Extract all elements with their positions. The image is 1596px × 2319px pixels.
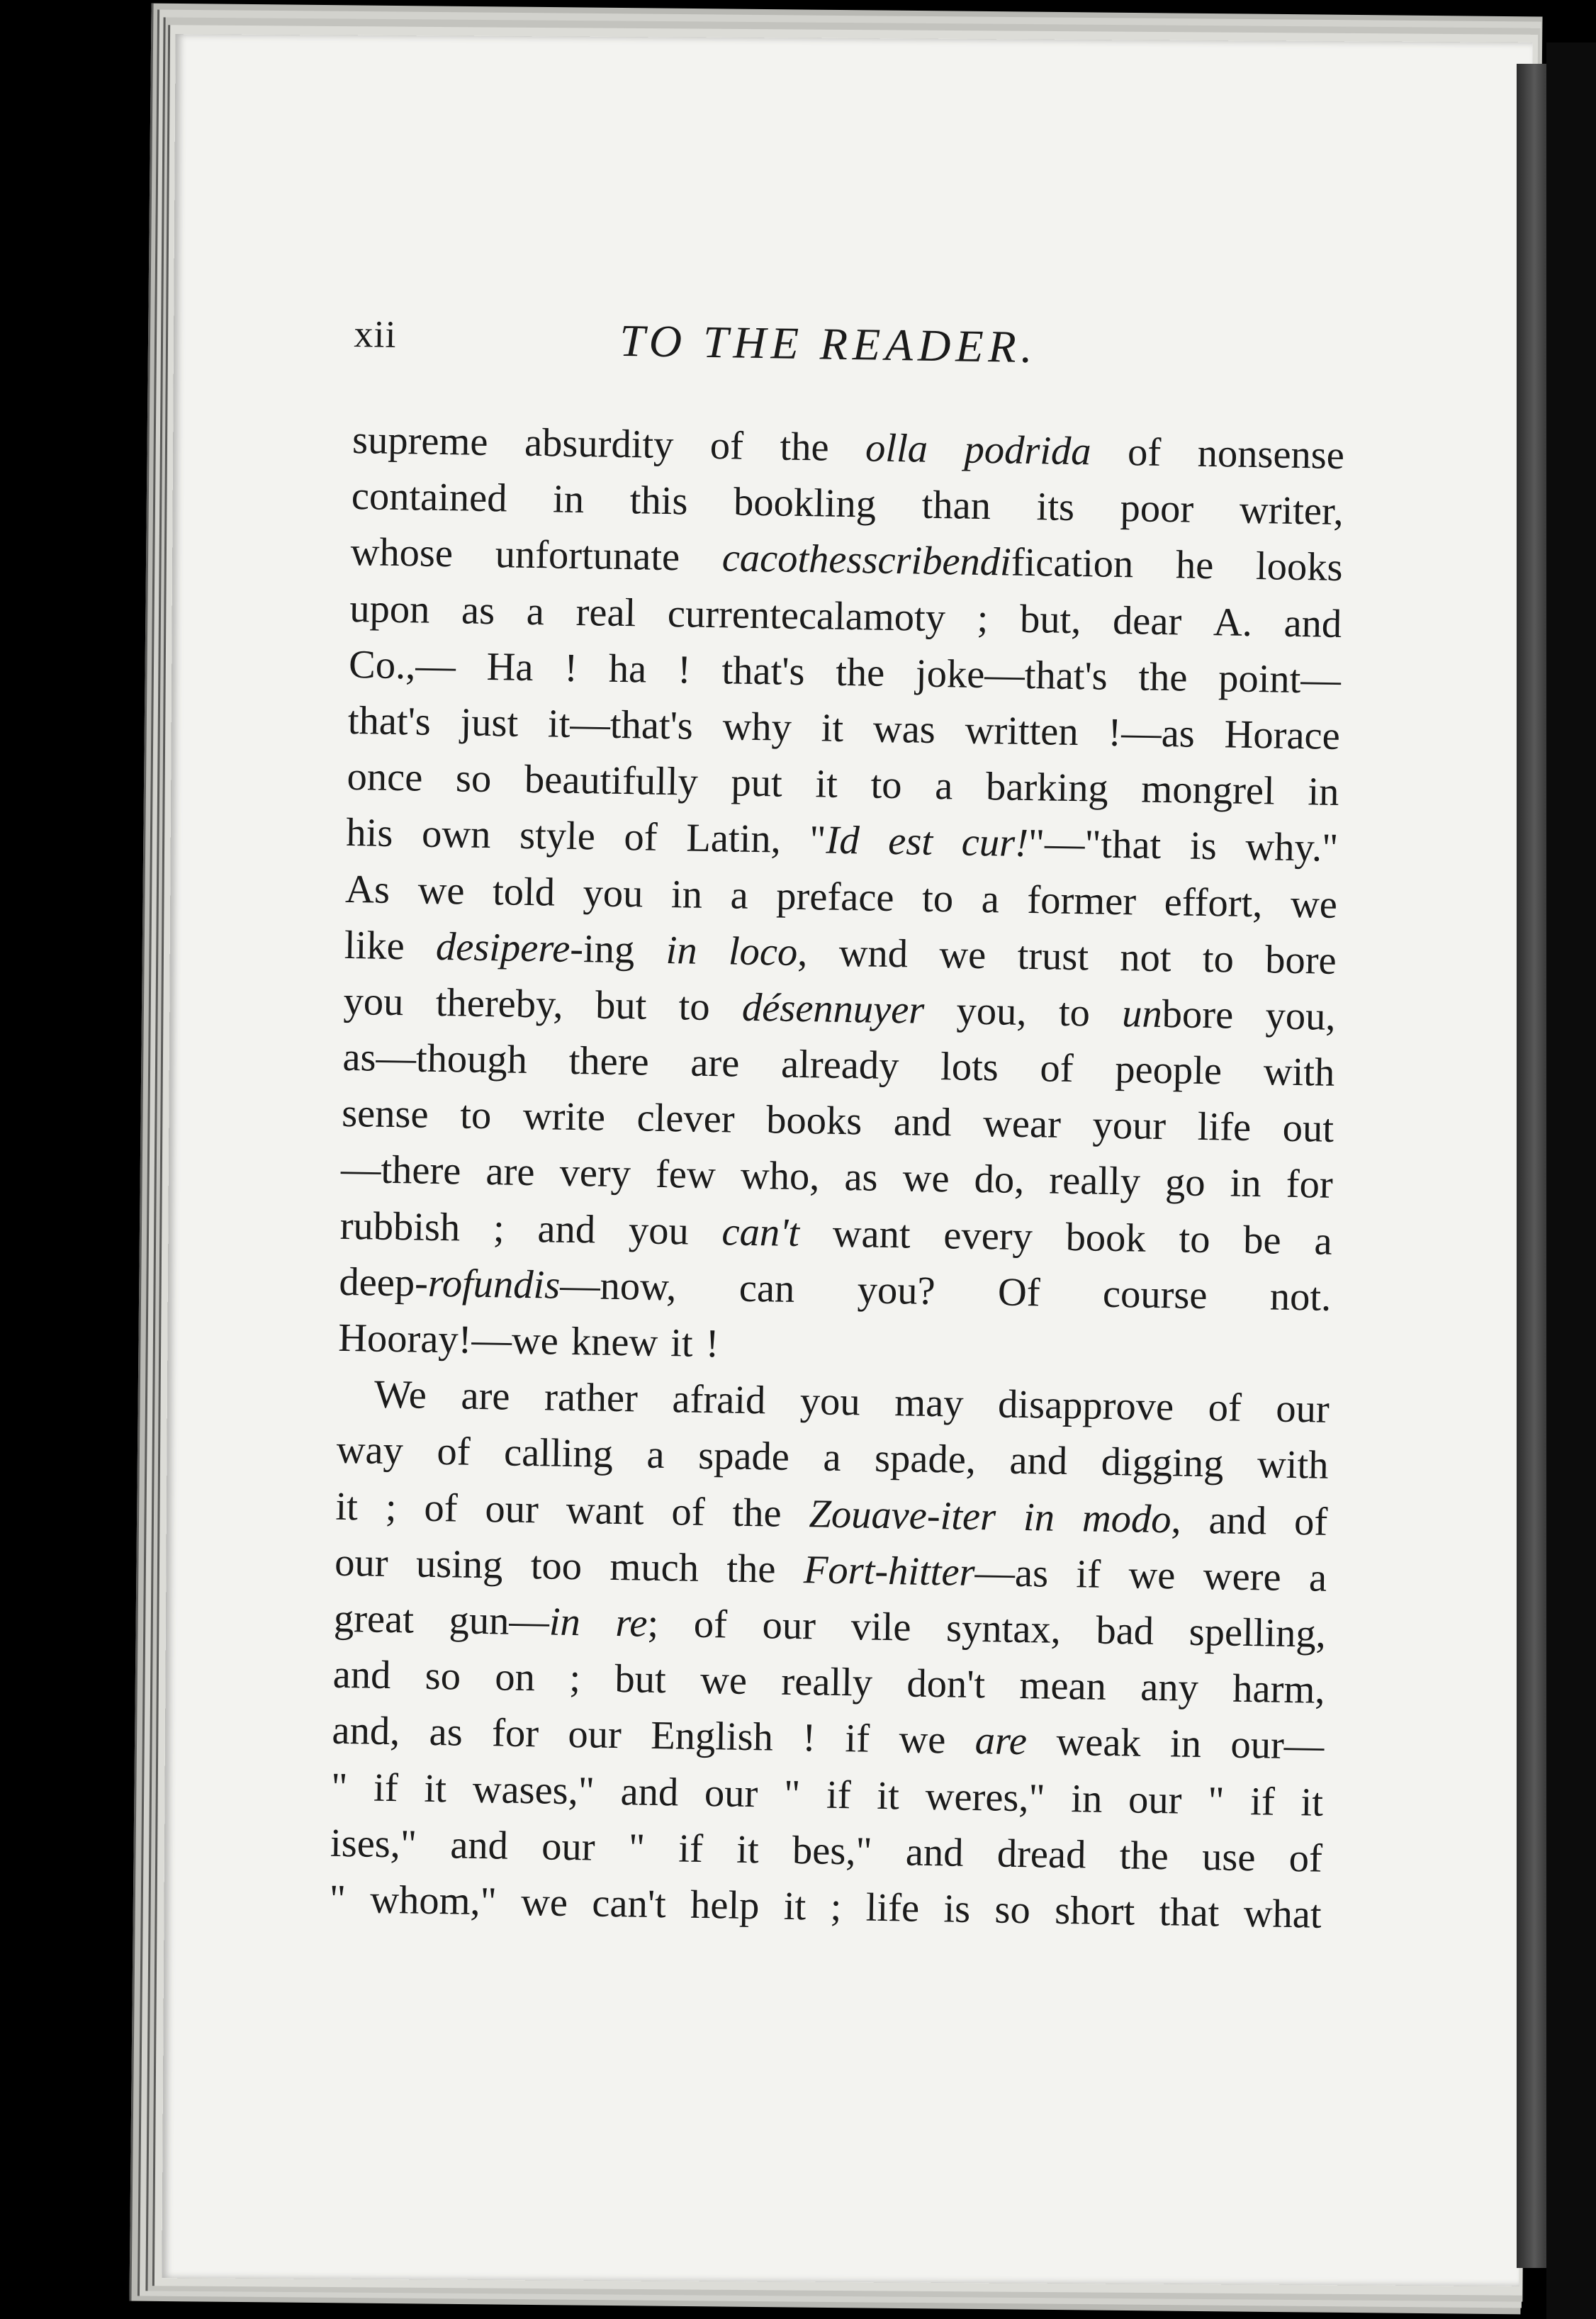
word: to — [870, 763, 903, 808]
word: it — [424, 1766, 447, 1811]
word: effort, — [1164, 880, 1263, 926]
word: were — [1203, 1554, 1282, 1600]
word: " — [783, 1772, 801, 1817]
word: you, — [1265, 994, 1336, 1039]
word: vile — [850, 1605, 911, 1650]
word: gun—in — [449, 1598, 581, 1645]
word: own — [421, 812, 491, 858]
word: why — [722, 704, 792, 750]
word: our— — [1230, 1722, 1325, 1769]
word: and — [905, 1830, 965, 1875]
word: but, — [1019, 597, 1081, 642]
word: olla — [865, 426, 928, 471]
word: cacothesscribendification — [721, 536, 1134, 587]
word: we — [417, 868, 466, 914]
word: !—as — [1107, 710, 1196, 756]
word: you — [583, 870, 644, 916]
word: using — [415, 1542, 503, 1588]
word: of — [1127, 430, 1162, 475]
word: go — [1164, 1160, 1206, 1206]
word: supreme — [352, 417, 489, 464]
word: it — [815, 762, 838, 807]
word: as — [461, 588, 495, 633]
page-text — [329, 312, 1347, 1943]
word: for — [491, 1711, 539, 1756]
word: the — [732, 1490, 782, 1536]
word: rather — [544, 1375, 639, 1421]
word: if — [826, 1773, 852, 1817]
word: you, — [956, 989, 1028, 1034]
word: you — [799, 1379, 861, 1425]
word: it — [335, 1484, 359, 1529]
word: course — [1102, 1271, 1208, 1318]
word: your — [1092, 1103, 1167, 1149]
word: Horace — [1224, 712, 1341, 758]
word: a — [730, 872, 749, 918]
word: our — [334, 1540, 389, 1585]
page-header — [353, 312, 1346, 398]
word: so — [994, 1887, 1031, 1933]
word: it — [783, 1884, 807, 1929]
running-head: TO THE READER. — [619, 315, 1038, 373]
word: bore — [1264, 937, 1337, 983]
word: thereby, — [435, 980, 564, 1027]
word: we — [1290, 882, 1338, 927]
word: of — [1293, 1499, 1328, 1544]
word: be — [1242, 1218, 1282, 1263]
word: in — [1230, 1162, 1262, 1206]
word: in — [1169, 1722, 1202, 1767]
word: knew — [571, 1319, 658, 1365]
word: our — [568, 1712, 622, 1758]
word: to — [1202, 936, 1235, 982]
word: we — [938, 932, 987, 977]
word: we — [699, 1658, 748, 1704]
word: we — [520, 1880, 568, 1925]
word: and — [620, 1769, 679, 1814]
word: we — [1128, 1553, 1176, 1598]
word: he — [1175, 543, 1214, 588]
word: of — [1040, 1046, 1074, 1091]
word: writer, — [1239, 488, 1344, 534]
word: ; — [568, 1656, 581, 1701]
word: great — [333, 1596, 415, 1642]
word: already — [780, 1042, 899, 1089]
word: style — [519, 814, 596, 859]
word: Hooray!—we — [337, 1315, 559, 1364]
word: " — [1207, 1778, 1225, 1824]
word: too — [530, 1543, 583, 1589]
word: "Id — [809, 818, 860, 863]
word: our — [541, 1824, 596, 1870]
word: it — [876, 1773, 900, 1818]
word: sense — [341, 1091, 429, 1138]
word: nonsense — [1197, 431, 1345, 478]
word: our — [1275, 1386, 1330, 1432]
word: digging — [1101, 1440, 1224, 1486]
word: rubbish — [339, 1203, 461, 1250]
word: it—that's — [547, 702, 694, 748]
word: if — [1076, 1551, 1101, 1597]
word: spade — [697, 1434, 790, 1480]
word: use — [1201, 1834, 1256, 1880]
word: with — [1257, 1442, 1329, 1488]
word: former — [1026, 877, 1137, 923]
word: it — [670, 1321, 694, 1366]
word: Latin, — [685, 816, 782, 862]
word: Of — [997, 1270, 1041, 1315]
word: Fort-hitter—as — [803, 1547, 1049, 1596]
word: ! — [677, 647, 692, 692]
word: Zouave-iter — [809, 1491, 996, 1539]
word: bes," — [792, 1828, 873, 1874]
word: spelling, — [1188, 1610, 1327, 1656]
word: and, — [332, 1709, 400, 1754]
word: lots — [940, 1045, 999, 1090]
word: and — [1208, 1498, 1267, 1543]
word: of — [1288, 1836, 1323, 1881]
word: book — [1065, 1215, 1147, 1261]
word: do, — [974, 1157, 1025, 1203]
word: people — [1114, 1048, 1223, 1094]
word: books — [765, 1098, 862, 1144]
word: and — [449, 1823, 509, 1868]
word: our — [1128, 1777, 1183, 1823]
word: our — [485, 1486, 539, 1532]
word: that's — [347, 698, 432, 744]
word: want — [832, 1211, 911, 1257]
word: may — [894, 1381, 965, 1426]
word: for — [1286, 1162, 1334, 1208]
word: like — [344, 923, 405, 968]
word: help — [690, 1882, 760, 1928]
word: poor — [1120, 486, 1194, 532]
word: contained — [351, 474, 508, 521]
word: just — [460, 700, 519, 746]
word: once — [347, 755, 423, 800]
word: not. — [1269, 1274, 1332, 1320]
word: ! — [705, 1321, 719, 1366]
word: that — [1159, 1890, 1220, 1936]
word: the — [726, 1546, 776, 1592]
word: harm, — [1232, 1666, 1326, 1712]
word: disapprove — [997, 1382, 1174, 1430]
word: cur!"—"that — [961, 820, 1162, 868]
word: what — [1243, 1891, 1322, 1937]
word: preface — [775, 873, 895, 920]
word: in — [552, 477, 585, 522]
word: it — [736, 1827, 760, 1872]
word: spade, — [874, 1437, 977, 1483]
word: a — [934, 764, 953, 809]
word: " — [628, 1826, 646, 1870]
word: but — [614, 1657, 667, 1702]
word: podrida — [964, 427, 1092, 474]
word: barking — [985, 765, 1109, 811]
word: not — [1119, 935, 1172, 980]
word: was — [872, 707, 936, 752]
word: of — [693, 1602, 728, 1647]
word: " — [329, 1877, 347, 1921]
word: our — [762, 1603, 816, 1649]
word: wear — [982, 1101, 1062, 1147]
word: if — [373, 1765, 399, 1810]
word: with — [1263, 1050, 1335, 1095]
word: ; — [830, 1885, 842, 1929]
word: that's — [721, 648, 805, 694]
word: we — [899, 1717, 946, 1763]
word: as — [429, 1710, 463, 1755]
word: and — [332, 1652, 391, 1698]
word: afraid — [672, 1377, 766, 1423]
word: wases," — [472, 1767, 595, 1814]
word: in — [1070, 1776, 1103, 1821]
word: if — [1249, 1779, 1276, 1824]
word: as — [843, 1155, 879, 1201]
word: you? — [857, 1268, 936, 1313]
word: ha — [608, 646, 647, 692]
word: short — [1054, 1888, 1135, 1934]
word: As — [344, 867, 390, 912]
word: ; — [493, 1206, 505, 1251]
word: to — [1179, 1217, 1210, 1262]
word: to — [1058, 990, 1091, 1035]
word: a — [646, 1433, 665, 1478]
word: absurdity — [524, 420, 674, 468]
word: whose — [350, 530, 454, 576]
word: ; — [977, 596, 989, 641]
word: A. — [1213, 600, 1253, 645]
word: few — [655, 1152, 716, 1198]
word: in — [670, 872, 703, 917]
word: we — [902, 1156, 950, 1201]
page-number: xii — [354, 312, 397, 356]
word: unbore — [1121, 992, 1234, 1038]
word: deep-rofundis—now, — [339, 1259, 677, 1310]
word: don't — [906, 1661, 986, 1707]
book-spine — [1517, 64, 1546, 2268]
word: of — [624, 815, 658, 860]
word: real — [575, 590, 636, 635]
word: weres," — [925, 1774, 1046, 1821]
word: Co.,— — [348, 642, 456, 689]
word: —there — [340, 1147, 461, 1194]
word: who, — [740, 1154, 820, 1199]
word: of — [424, 1486, 459, 1531]
word: this — [629, 478, 688, 524]
word: point— — [1218, 656, 1342, 702]
word: put — [731, 760, 783, 806]
word: and — [893, 1100, 952, 1145]
word: so — [425, 1653, 461, 1699]
word: re; — [615, 1600, 659, 1646]
scan-background — [1546, 43, 1596, 2319]
word: but — [595, 983, 647, 1028]
word: if — [678, 1826, 704, 1871]
word: est — [887, 819, 933, 865]
word: a — [1314, 1219, 1333, 1264]
word: bookling — [733, 480, 877, 527]
word: can — [738, 1266, 795, 1311]
word: than — [921, 483, 991, 529]
word: ! — [802, 1716, 816, 1761]
word: trust — [1017, 933, 1089, 979]
word: of — [671, 1489, 706, 1534]
word: of — [709, 423, 744, 468]
word: to — [678, 984, 711, 1029]
word: any — [1140, 1665, 1199, 1711]
word: the — [1137, 655, 1188, 700]
word: weak — [1055, 1720, 1142, 1765]
word: and — [1009, 1439, 1068, 1484]
word: there — [568, 1038, 650, 1084]
word: Ha — [486, 644, 534, 690]
word: ! — [563, 646, 578, 690]
word: are — [485, 1150, 535, 1195]
word: to — [921, 876, 954, 921]
word: it — [1300, 1780, 1324, 1825]
word: is — [943, 1887, 971, 1931]
word: it — [821, 706, 844, 751]
word: in — [665, 928, 698, 973]
word: out — [1282, 1106, 1334, 1152]
word: life — [1197, 1105, 1252, 1150]
word: bad — [1096, 1608, 1154, 1653]
word: write — [522, 1094, 606, 1140]
word: his — [345, 811, 393, 856]
word: loco, — [728, 929, 808, 975]
word: why." — [1244, 825, 1339, 871]
word: as—though — [342, 1035, 528, 1083]
word: ; — [385, 1485, 398, 1529]
word: English — [650, 1714, 774, 1760]
body-text — [329, 412, 1344, 1943]
word: in — [1307, 770, 1339, 815]
word: " — [330, 1765, 348, 1809]
word: are — [974, 1719, 1028, 1764]
word: really — [1048, 1158, 1141, 1205]
word: you — [343, 979, 404, 1025]
word: a — [823, 1435, 842, 1481]
word: mean — [1019, 1663, 1107, 1709]
word: joke—that's — [915, 651, 1108, 699]
word: our — [704, 1770, 758, 1816]
word: calling — [503, 1430, 614, 1477]
word: to — [459, 1093, 492, 1138]
word: are — [461, 1374, 511, 1419]
word: is — [1189, 824, 1218, 869]
word: life — [865, 1885, 920, 1931]
word: We — [373, 1372, 427, 1417]
word: of — [1208, 1386, 1242, 1431]
word: upon — [349, 586, 430, 632]
word: you — [628, 1208, 690, 1254]
word: clever — [636, 1096, 736, 1142]
word: are — [690, 1040, 740, 1086]
word: much — [609, 1544, 699, 1590]
word: want — [566, 1488, 645, 1534]
word: the — [835, 650, 885, 695]
word: dread — [996, 1831, 1086, 1877]
word: told — [492, 869, 556, 915]
word: every — [943, 1213, 1033, 1259]
word: its — [1036, 485, 1075, 530]
word: a — [981, 877, 1000, 921]
word: if — [845, 1717, 870, 1761]
word: on — [494, 1655, 536, 1700]
word: looks — [1255, 544, 1343, 590]
word: can't — [721, 1209, 800, 1255]
word: of — [437, 1430, 471, 1475]
word: dear — [1112, 598, 1182, 644]
word: can't — [591, 1881, 667, 1927]
word: modo, — [1081, 1495, 1182, 1542]
word: wnd — [838, 931, 909, 977]
word: the — [780, 425, 830, 470]
word: in — [1023, 1495, 1055, 1540]
word: currentecalamoty — [667, 591, 946, 640]
word: ises," — [330, 1821, 417, 1867]
word: unfortunate — [495, 532, 680, 580]
word: whom," — [369, 1877, 498, 1924]
word: the — [1119, 1833, 1169, 1878]
word: a — [526, 589, 545, 634]
word: beautifully — [524, 757, 699, 804]
word: very — [559, 1151, 631, 1196]
word: written — [965, 708, 1079, 755]
word: and — [1283, 601, 1342, 646]
word: a — [1308, 1556, 1327, 1600]
word: mongrel — [1140, 767, 1276, 814]
word: désennuyer — [741, 985, 925, 1033]
word: so — [455, 756, 492, 802]
word: desipere-ing — [435, 924, 635, 972]
word: way — [336, 1428, 404, 1473]
word: really — [780, 1659, 873, 1705]
word: syntax, — [945, 1606, 1062, 1652]
word: and — [537, 1206, 596, 1252]
